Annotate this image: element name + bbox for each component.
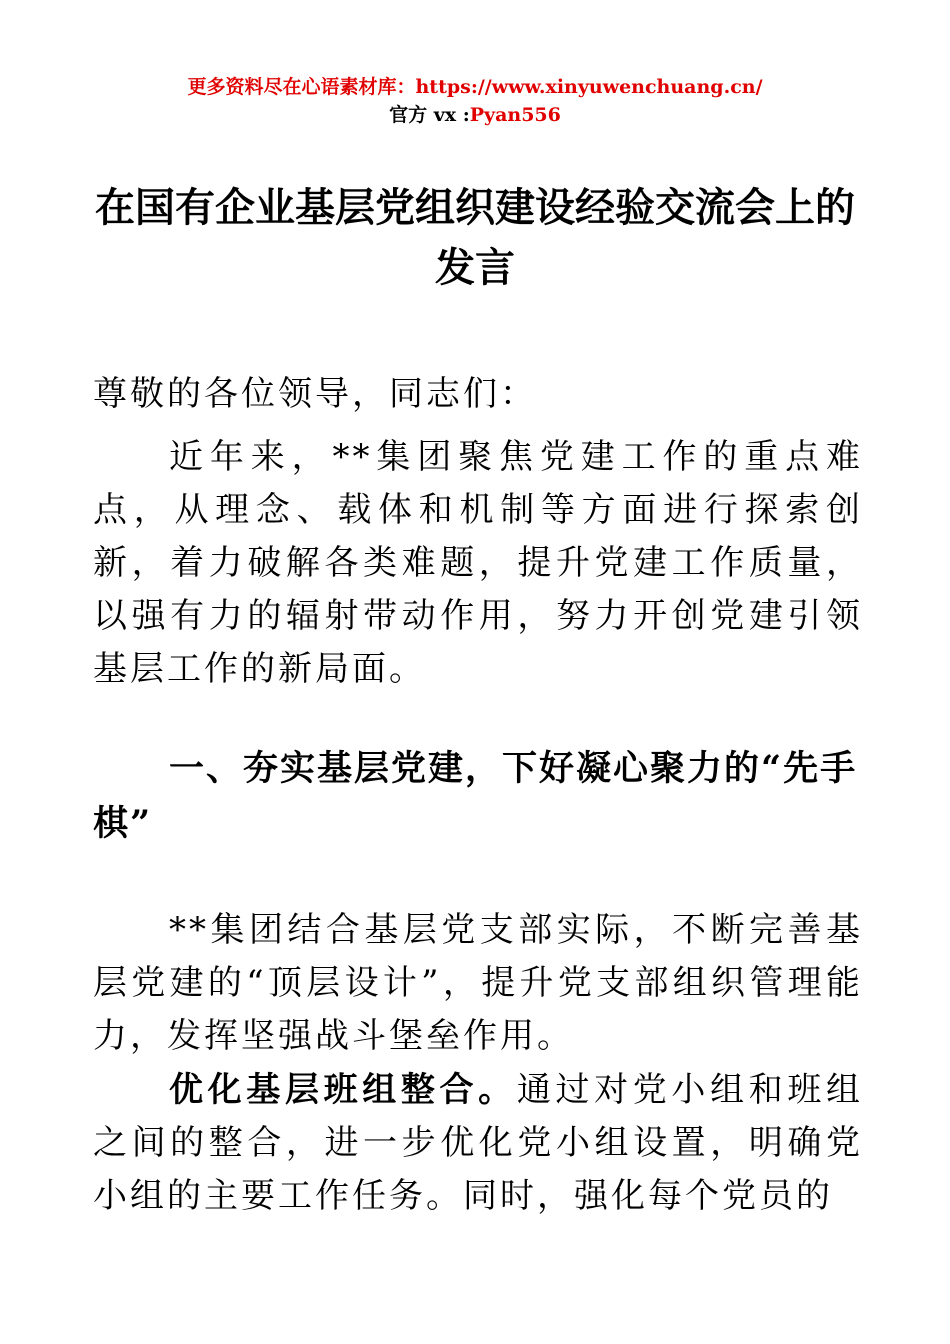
promo-url-link[interactable]: https://www.xinyuwenchuang.cn/	[415, 76, 763, 98]
intro-paragraph: 近年来，**集团聚焦党建工作的重点难点，从理念、载体和机制等方面进行探索创新，着力破解各类难题，提升党建工作质量，以强有力的辐射带动作用，努力开创党建引领基层工作的新局面。	[93, 437, 863, 689]
promo-header	[0, 72, 950, 99]
salutation: 尊敬的各位领导，同志们：	[93, 374, 537, 414]
promo-label: 更多资料尽在心语素材库：	[187, 76, 416, 98]
wechat-label: 官方 vx :	[389, 104, 470, 126]
wechat-header	[0, 100, 950, 127]
section-heading-1: 一、夯实基层党建，下好凝心聚力的“先手棋”	[93, 748, 858, 844]
subsection-1-lead: 优化基层班组整合。	[169, 1070, 517, 1110]
section-1-paragraph: **集团结合基层党支部实际，不断完善基层党建的“顶层设计”，提升党支部组织管理能力，发挥坚强战斗堡垒作用。	[93, 910, 863, 1056]
subsection-1-text: 通过对党小组和班组之间的整合，进一步优化党小组设置，明确党小组的主要工作任务。同时，强化每个党员的	[93, 1070, 864, 1216]
document-title: 在国有企业基层党组织建设经验交流会上的发言	[95, 184, 855, 291]
subsection-1-paragraph	[93, 1064, 863, 1223]
wechat-id: Pyan556	[469, 104, 561, 126]
